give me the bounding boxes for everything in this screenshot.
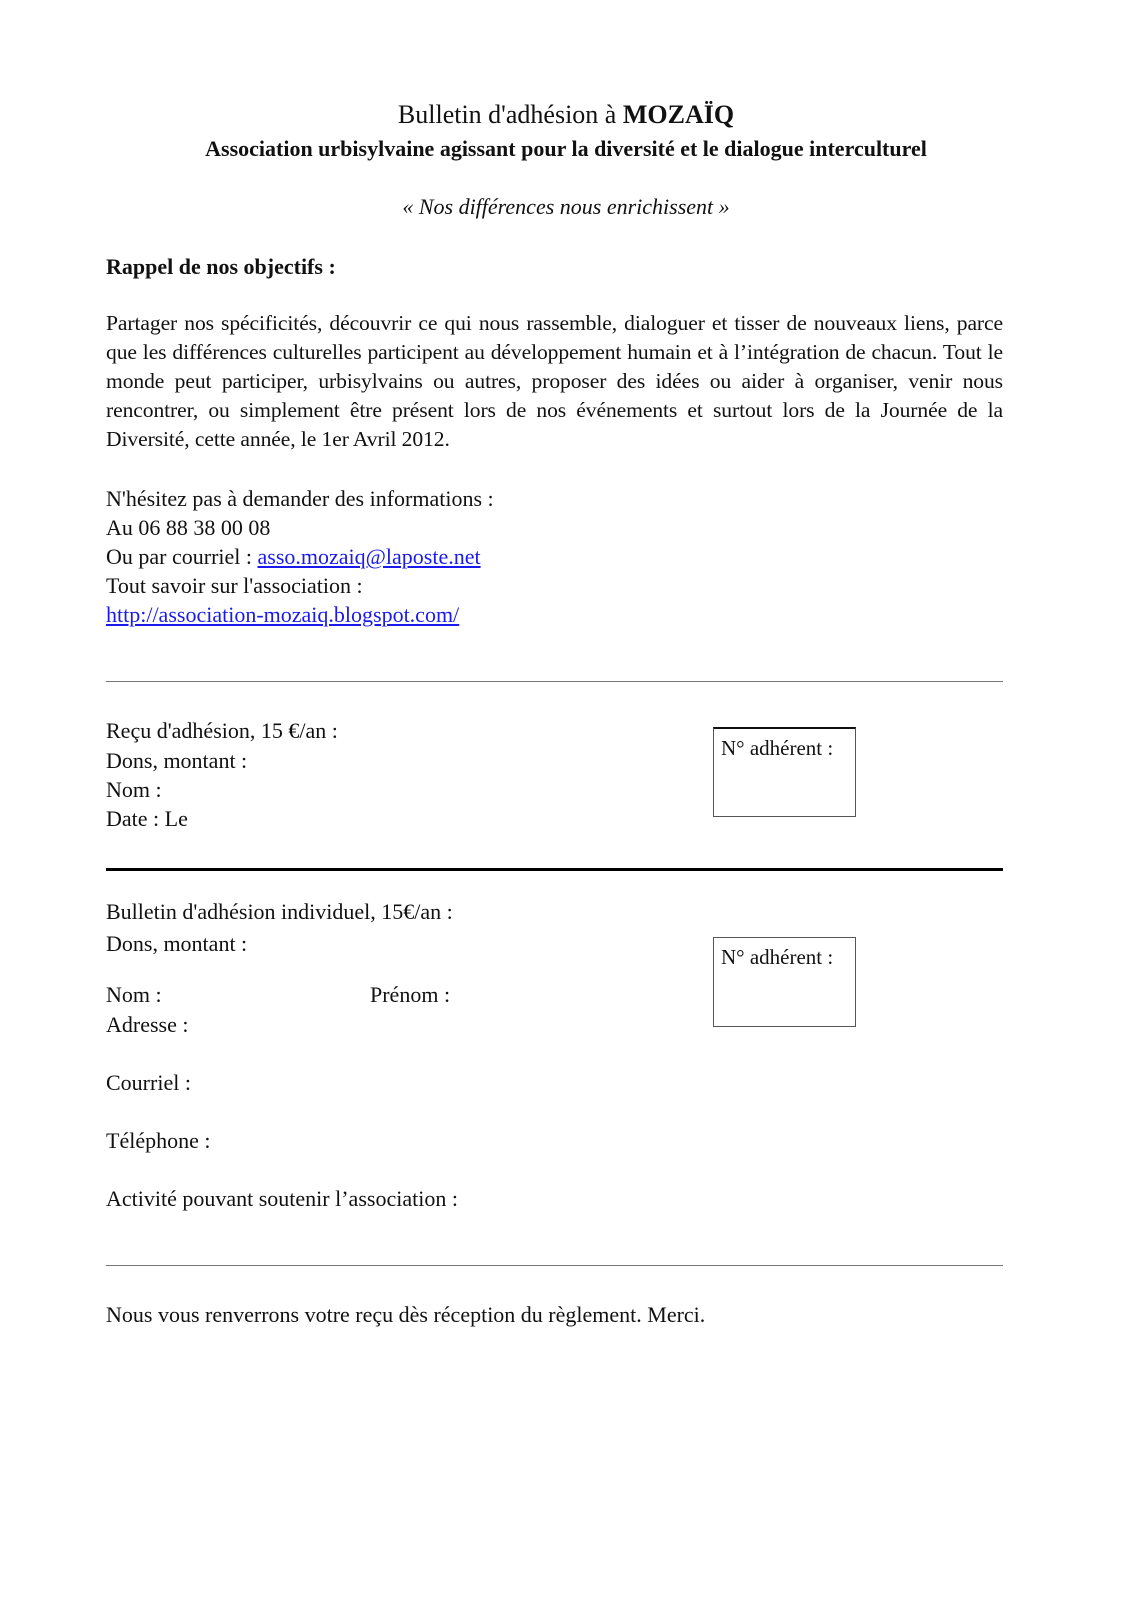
- receipt-donation: Dons, montant :: [106, 748, 248, 773]
- contact-email-line: [106, 542, 481, 571]
- document-title: [0, 100, 1132, 130]
- form-activity: Activité pouvant soutenir l’association :: [106, 1186, 458, 1211]
- divider: [106, 1265, 1003, 1266]
- receipt-fee: Reçu d'adhésion, 15 €/an :: [106, 718, 338, 743]
- contact-intro: N'hésitez pas à demander des informations :: [106, 486, 494, 511]
- contact-phone: Au 06 88 38 00 08: [106, 515, 271, 540]
- email-link[interactable]: asso.mozaiq@laposte.net: [257, 544, 481, 569]
- form-fee: Bulletin d'adhésion individuel, 15€/an :: [106, 899, 453, 924]
- divider: [106, 681, 1003, 682]
- motto: « Nos différences nous enrichissent »: [402, 194, 730, 219]
- receipt-date: Date : Le: [106, 806, 188, 831]
- site-link[interactable]: http://association-mozaiq.blogspot.com/: [106, 602, 460, 627]
- title-text: Bulletin d'adhésion à: [397, 100, 623, 129]
- footer-note: Nous vous renverrons votre reçu dès réception du règlement. Merci.: [106, 1302, 706, 1327]
- form-member-number-box: N° adhérent :: [713, 937, 856, 1027]
- cut-line: [106, 868, 1003, 871]
- form-phone: Téléphone :: [106, 1128, 211, 1153]
- site-label: Tout savoir sur l'association :: [106, 573, 363, 598]
- form-name: Nom :: [106, 982, 162, 1007]
- form-address: Adresse :: [106, 1012, 189, 1037]
- brand-name: MOZAÏQ: [622, 100, 735, 129]
- form-donation: Dons, montant :: [106, 931, 248, 956]
- receipt-member-number-box: N° adhérent :: [713, 727, 856, 817]
- objectives-paragraph: Partager nos spécificités, découvrir ce qui nous rassemble, dialoguer et tisser de nouveaux liens, parce que les différences culturelles participent au développement humain et à l’intégration de chacun. Tout le monde peut participer, urbisylvains ou autres, proposer des idées ou aider à organiser, venir nous rencontrer, ou simplement être présent lors de nos événements et surtout lors de la Journée de la Diversité, cette année, le 1er Avril 2012.: [106, 311, 1003, 451]
- form-email: Courriel :: [106, 1070, 191, 1095]
- email-label: Ou par courriel :: [106, 544, 258, 569]
- subtitle: Association urbisylvaine agissant pour la diversité et le dialogue interculturel: [205, 136, 927, 161]
- receipt-name: Nom :: [106, 777, 162, 802]
- objectives-heading: Rappel de nos objectifs :: [106, 254, 336, 279]
- form-firstname: Prénom :: [370, 982, 451, 1007]
- site-link-line: [106, 600, 459, 629]
